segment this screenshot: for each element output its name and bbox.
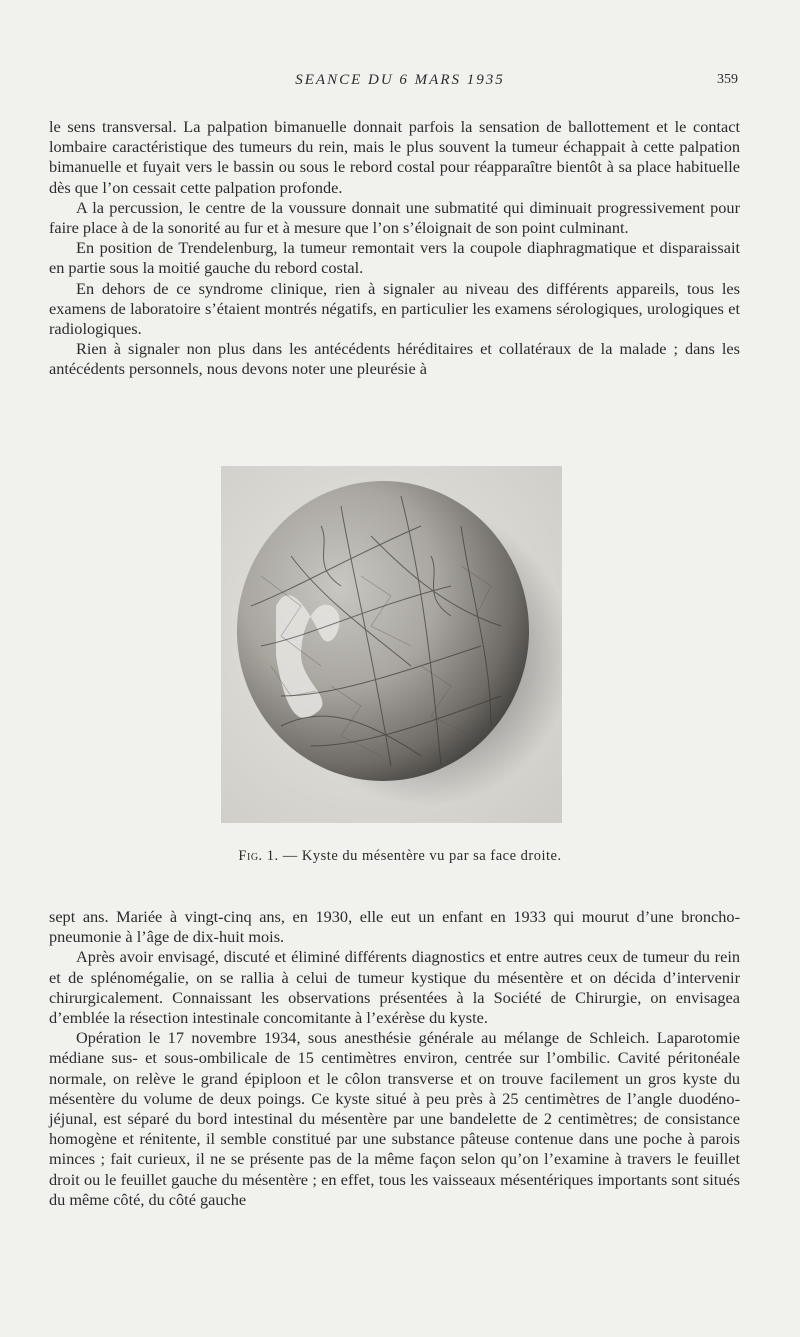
figure-photograph	[221, 466, 562, 823]
figure-caption	[0, 848, 800, 865]
paragraph: Opération le 17 novembre 1934, sous anesthésie générale au mélange de Schleich. Laparotomie médiane sus- et sous-ombilicale de 15 centimètres environ, centrée sur l’ombilic. Cavité péritonéale normale, on relève le grand épiploon et le côlon transverse et on trouve facilement un gros kyste du mésentère du volume de deux poings. Ce kyste situé à peu près à 25 centimètres de l’angle duodéno-jéjunal, est séparé du bord intestinal du mésentère par une bandelette de 2 centimètres; de consistance homogène et rénitente, il semble constitué par une substance pâteuse contenue dans une poche à parois minces ; fait curieux, il ne se présente pas de la même façon selon qu’on l’examine à travers le feuillet droit ou le feuillet gauche du mésentère ; en effet, tous les vaisseaux mésentériques importants sont situés du même côté, du côté gauche	[49, 1028, 740, 1209]
paragraph: sept ans. Mariée à vingt-cinq ans, en 1930, elle eut un enfant en 1933 qui mourut d’une broncho-pneumonie à l’âge de dix-huit mois.	[49, 907, 740, 947]
paragraph: le sens transversal. La palpation bimanuelle donnait parfois la sensation de ballottement et le contact lombaire caractéristique des tumeurs du rein, mais le plus souvent la tumeur échappait à cette palpation bimanuelle et fuyait vers le bassin ou sous le rebord costal pour réapparaître bientôt à sa place habituelle dès que l’on cessait cette palpation profonde.	[49, 117, 740, 197]
text-block-top	[49, 117, 740, 380]
cyst-photograph-illustration	[221, 466, 562, 823]
running-title: SEANCE DU 6 MARS 1935	[295, 72, 505, 88]
running-head	[0, 72, 800, 94]
paragraph: En dehors de ce syndrome clinique, rien à signaler au niveau des différents appareils, tous les examens de laboratoire s’étaient montrés négatifs, en particulier les examens sérologiques, urologiques et radiologiques.	[49, 278, 740, 339]
paragraph: A la percussion, le centre de la voussure donnait une submatité qui diminuait progressivement pour faire place à de la sonorité au fur et à mesure que l’on s’éloignait de son point culminant.	[49, 197, 740, 238]
text-block-bottom	[49, 907, 740, 1210]
paragraph: Rien à signaler non plus dans les antécédents héréditaires et collatéraux de la malade ; dans les antécédents personnels, nous devons noter une pleurésie à	[49, 339, 740, 379]
page-number: 359	[717, 72, 738, 87]
paragraph: Après avoir envisagé, discuté et éliminé différents diagnostics et entre autres ceux de tumeur du rein et de splénomégalie, on se rallia à celui de tumeur kystique du mésentère et on décida d’intervenir chirurgicalement. Connaissant les observations présentées à la Société de Chirurgie, on envisagea d’emblée la résection intestinale concomitante à l’exérèse du kyste.	[49, 947, 740, 1028]
paragraph: En position de Trendelenburg, la tumeur remontait vers la coupole diaphragmatique et disparaissait en partie sous la moitié gauche du rebord costal.	[49, 238, 740, 278]
figure-label: Fig. 1.	[238, 848, 279, 864]
figure-caption-text: — Kyste du mésentère vu par sa face droite.	[278, 848, 562, 864]
